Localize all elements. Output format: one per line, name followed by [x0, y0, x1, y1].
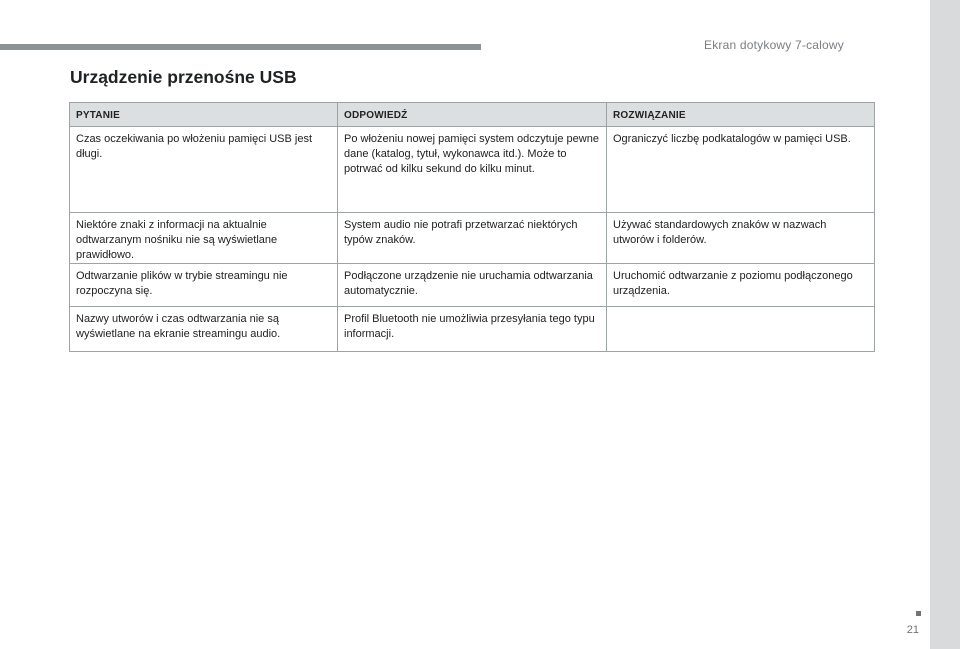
table-row: [70, 127, 875, 213]
solution-cell: [607, 307, 875, 352]
table-row: [70, 307, 875, 352]
question-cell: Odtwarzanie plików w trybie streamingu nie rozpoczyna się.: [70, 264, 338, 307]
solution-cell: Ograniczyć liczbę podkatalogów w pamięci USB.: [607, 127, 875, 213]
page-edge-strip: [930, 0, 960, 649]
question-cell: Nazwy utworów i czas odtwarzania nie są wyświetlane na ekranie streamingu audio.: [70, 307, 338, 352]
table-row: [70, 264, 875, 307]
column-header-solution: ROZWIĄZANIE: [607, 103, 875, 127]
column-header-answer: ODPOWIEDŹ: [338, 103, 607, 127]
table-header-row: [70, 103, 875, 127]
faq-table: [69, 102, 875, 352]
page-number: 21: [906, 624, 919, 636]
answer-cell: Profil Bluetooth nie umożliwia przesyłania tego typu informacji.: [338, 307, 607, 352]
header-rule: [0, 44, 481, 50]
solution-cell: Uruchomić odtwarzanie z poziomu podłączonego urządzenia.: [607, 264, 875, 307]
question-cell: Czas oczekiwania po włożeniu pamięci USB jest długi.: [70, 127, 338, 213]
column-header-question: PYTANIE: [70, 103, 338, 127]
answer-cell: System audio nie potrafi przetwarzać niektórych typów znaków.: [338, 213, 607, 264]
section-title: Urządzenie przenośne USB: [70, 67, 297, 87]
table-row: [70, 213, 875, 264]
answer-cell: Po włożeniu nowej pamięci system odczytuje pewne dane (katalog, tytuł, wykonawca itd.). Może to potrwać od kilku sekund do kilku minut.: [338, 127, 607, 213]
question-cell: Niektóre znaki z informacji na aktualnie odtwarzanym nośniku nie są wyświetlane prawidłowo.: [70, 213, 338, 264]
solution-cell: Używać standardowych znaków w nazwach utworów i folderów.: [607, 213, 875, 264]
running-header: Ekran dotykowy 7-calowy: [704, 38, 844, 52]
page-marker-square: [916, 611, 921, 616]
answer-cell: Podłączone urządzenie nie uruchamia odtwarzania automatycznie.: [338, 264, 607, 307]
